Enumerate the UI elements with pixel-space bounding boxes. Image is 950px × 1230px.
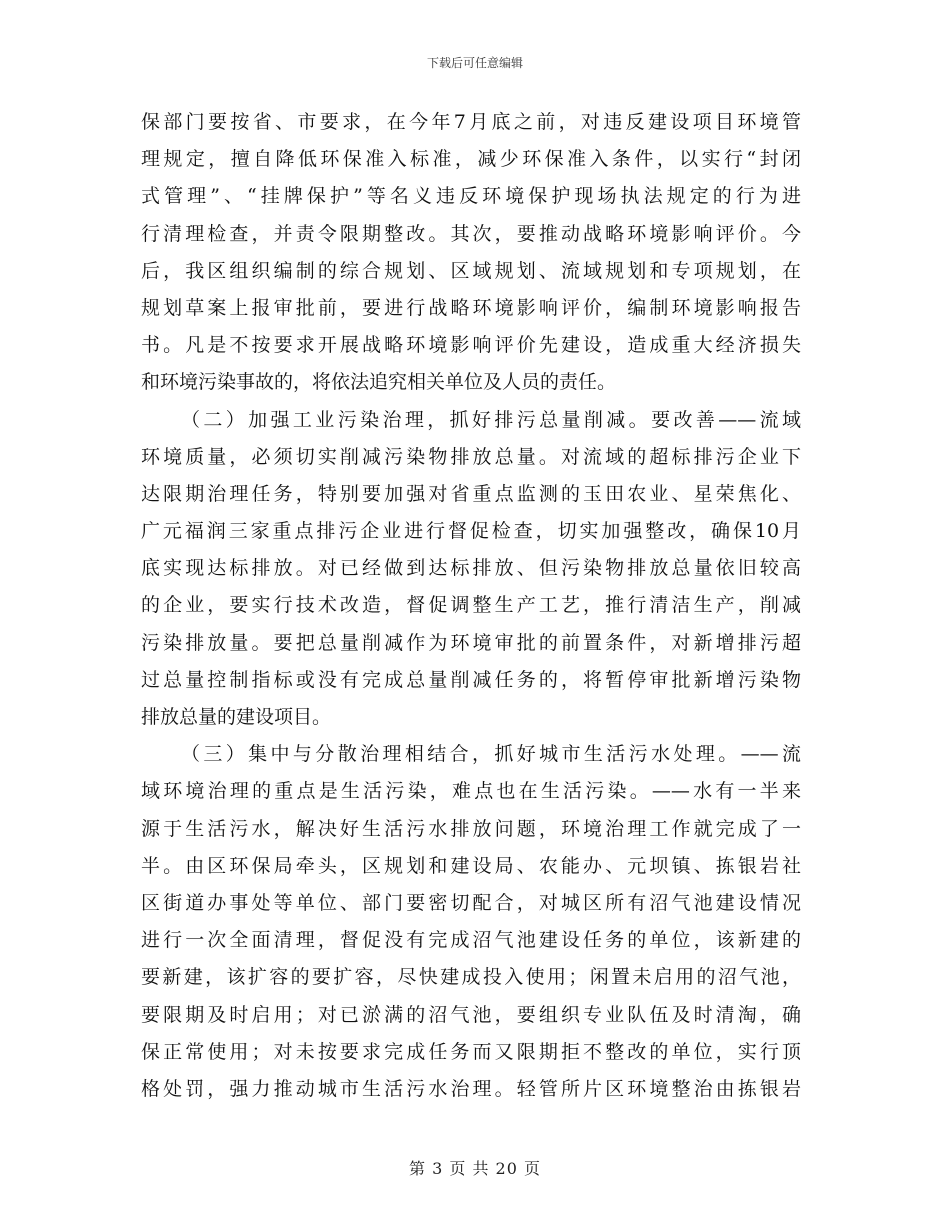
text-line: 规划草案上报审批前，要进行战略环境影响评价，编制环境影响报告 — [141, 296, 801, 319]
text-line: 排放总量的建设项目。 — [141, 706, 332, 728]
paragraph-heading-line: （三）集中与分散治理相结合，抓好城市生活污水处理。——流 — [181, 743, 801, 766]
text-line: 行清理检查，并责令限期整改。其次，要推动战略环境影响评价。今 — [141, 222, 801, 245]
text-line: 过总量控制指标或没有完成总量削减任务的，将暂停审批新增污染物 — [141, 668, 801, 691]
paragraph-heading-line: （二）加强工业污染治理，抓好排污总量削减。要改善——流域 — [181, 408, 801, 431]
text-line: 半。由区环保局牵头，区规划和建设局、农能办、元坝镇、拣银岩社 — [141, 854, 801, 877]
document-body — [141, 104, 801, 1108]
text-line: 达限期治理任务，特别要加强对省重点监测的玉田农业、星荣焦化、 — [141, 482, 801, 505]
text-line: 要新建，该扩容的要扩容，尽快建成投入使用；闲置未启用的沼气池， — [141, 966, 801, 989]
text-line: 格处罚，强力推动城市生活污水治理。轻管所片区环境整治由拣银岩 — [141, 1077, 801, 1100]
text-line: 污染排放量。要把总量削减作为环境审批的前置条件，对新增排污超 — [141, 631, 801, 654]
text-line: 域环境治理的重点是生活污染，难点也在生活污染。——水有一半来 — [141, 780, 801, 803]
text-line: 底实现达标排放。对已经做到达标排放、但污染物排放总量依旧较高 — [141, 557, 801, 580]
text-line: 区街道办事处等单位、部门要密切配合，对城区所有沼气池建设情况 — [141, 891, 801, 914]
text-line: 后，我区组织编制的综合规划、区域规划、流域规划和专项规划，在 — [141, 259, 801, 282]
text-line: 进行一次全面清理，督促没有完成沼气池建设任务的单位，该新建的 — [141, 929, 801, 952]
text-line: 式管理”、“挂牌保护”等名义违反环境保护现场执法规定的行为进 — [141, 185, 801, 208]
text-line: 广元福润三家重点排污企业进行督促检查，切实加强整改，确保10月 — [141, 520, 801, 543]
text-line: 保正常使用；对未按要求完成任务而又限期拒不整改的单位，实行顶 — [141, 1040, 801, 1063]
text-line: 和环境污染事故的，将依法追究相关单位及人员的责任。 — [141, 371, 617, 394]
page-header-note: 下载后可任意编辑 — [426, 56, 523, 70]
text-line: 源于生活污水，解决好生活污水排放问题，环境治理工作就完成了一 — [141, 817, 801, 840]
text-line: 要限期及时启用；对已淤满的沼气池，要组织专业队伍及时清淘，确 — [141, 1003, 801, 1026]
text-line: 书。凡是不按要求开展战略环境影响评价先建设，造成重大经济损失 — [141, 334, 801, 357]
text-line: 理规定，擅自降低环保准入标准，减少环保准入条件，以实行“封闭 — [141, 148, 801, 171]
text-line: 环境质量，必须切实削减污染物排放总量。对流域的超标排污企业下 — [141, 445, 801, 468]
text-line: 的企业，要实行技术改造，督促调整生产工艺，推行清洁生产，削减 — [141, 594, 801, 617]
text-line: 保部门要按省、市要求，在今年7月底之前，对违反建设项目环境管 — [141, 111, 801, 133]
page-number-footer: 第 3 页 共 20 页 — [409, 1159, 541, 1178]
